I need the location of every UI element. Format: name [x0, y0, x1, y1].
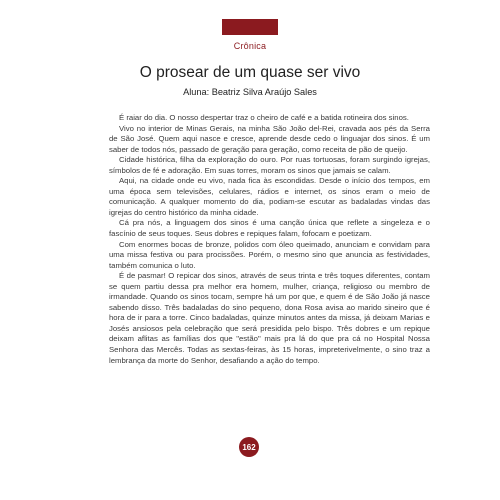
- paragraph: Aqui, na cidade onde eu vivo, nada fica às escondidas. Desde o início dos tempos, em uma época sem televisões, celulares, rádios e internet, os sinos eram o meio de comunicação. A qualquer momento do dia, podiam-se escutar as badaladas vindas das igrejas do centro histórico da minha cidade.: [109, 176, 430, 217]
- paragraph: É de pasmar! O repicar dos sinos, através de seus trinta e três toques diferentes, contam se quem partiu dessa pra melhor era homem, mulher, criança, religioso ou membro de irmandade. Quando os sinos tocam, sempre há um por que, e quem é de São João já nasce sabendo disso. Três badaladas do sino pequeno, dona Rosa avisa ao marido sineiro que é hora de ir para a torre. Cinco badaladas, quinze minutos antes da missa, já deixam Marias e Josés ansiosos pela celebração que será presidida pelo bispo. Três dobres e um repique deixam aflitas as famílias dos que "estão" mais pra lá do que pra cá no Hospital Nossa Senhora das Mercês. Todas as sextas-feiras, às 15 horas, impreterivelmente, o sino traz a lembrança da morte do Senhor, desafiando a ação do tempo.: [109, 271, 430, 365]
- paragraph: Cá pra nós, a linguagem dos sinos é uma canção única que reflete a singeleza e o fascínio de seus toques. Seus dobres e repiques falam, fofocam e poetizam.: [109, 218, 430, 239]
- paragraph: Vivo no interior de Minas Gerais, na minha São João del-Rei, cravada aos pés da Serra de São José. Quem aqui nasce e cresce, aprende desde cedo o linguajar dos sinos. É um saber de todos nós, passado de geração para geração, como receita de pão de queijo.: [109, 123, 430, 154]
- page-number-badge: 162: [239, 437, 259, 457]
- article-body: [109, 113, 430, 366]
- section-color-bar: [222, 19, 278, 35]
- paragraph: Com enormes bocas de bronze, polidos com óleo queimado, anunciam e convidam para uma missa festiva ou para procissões. Porém, o mesmo sino que anuncia as festividades, também comunica o luto.: [109, 239, 430, 270]
- paragraph: Cidade histórica, filha da exploração do ouro. Por ruas tortuosas, foram surgindo igrejas, símbolos de fé e adoração. Em suas torres, moram os sinos que jamais se calam.: [109, 155, 430, 175]
- article-title: O prosear de um quase ser vivo: [139, 64, 361, 81]
- paragraph: É raiar do dia. O nosso despertar traz o cheiro de café e a batida rotineira dos sinos.: [119, 113, 409, 122]
- article-author: Aluna: Beatriz Silva Araújo Sales: [183, 87, 317, 97]
- section-label: Crônica: [233, 41, 267, 51]
